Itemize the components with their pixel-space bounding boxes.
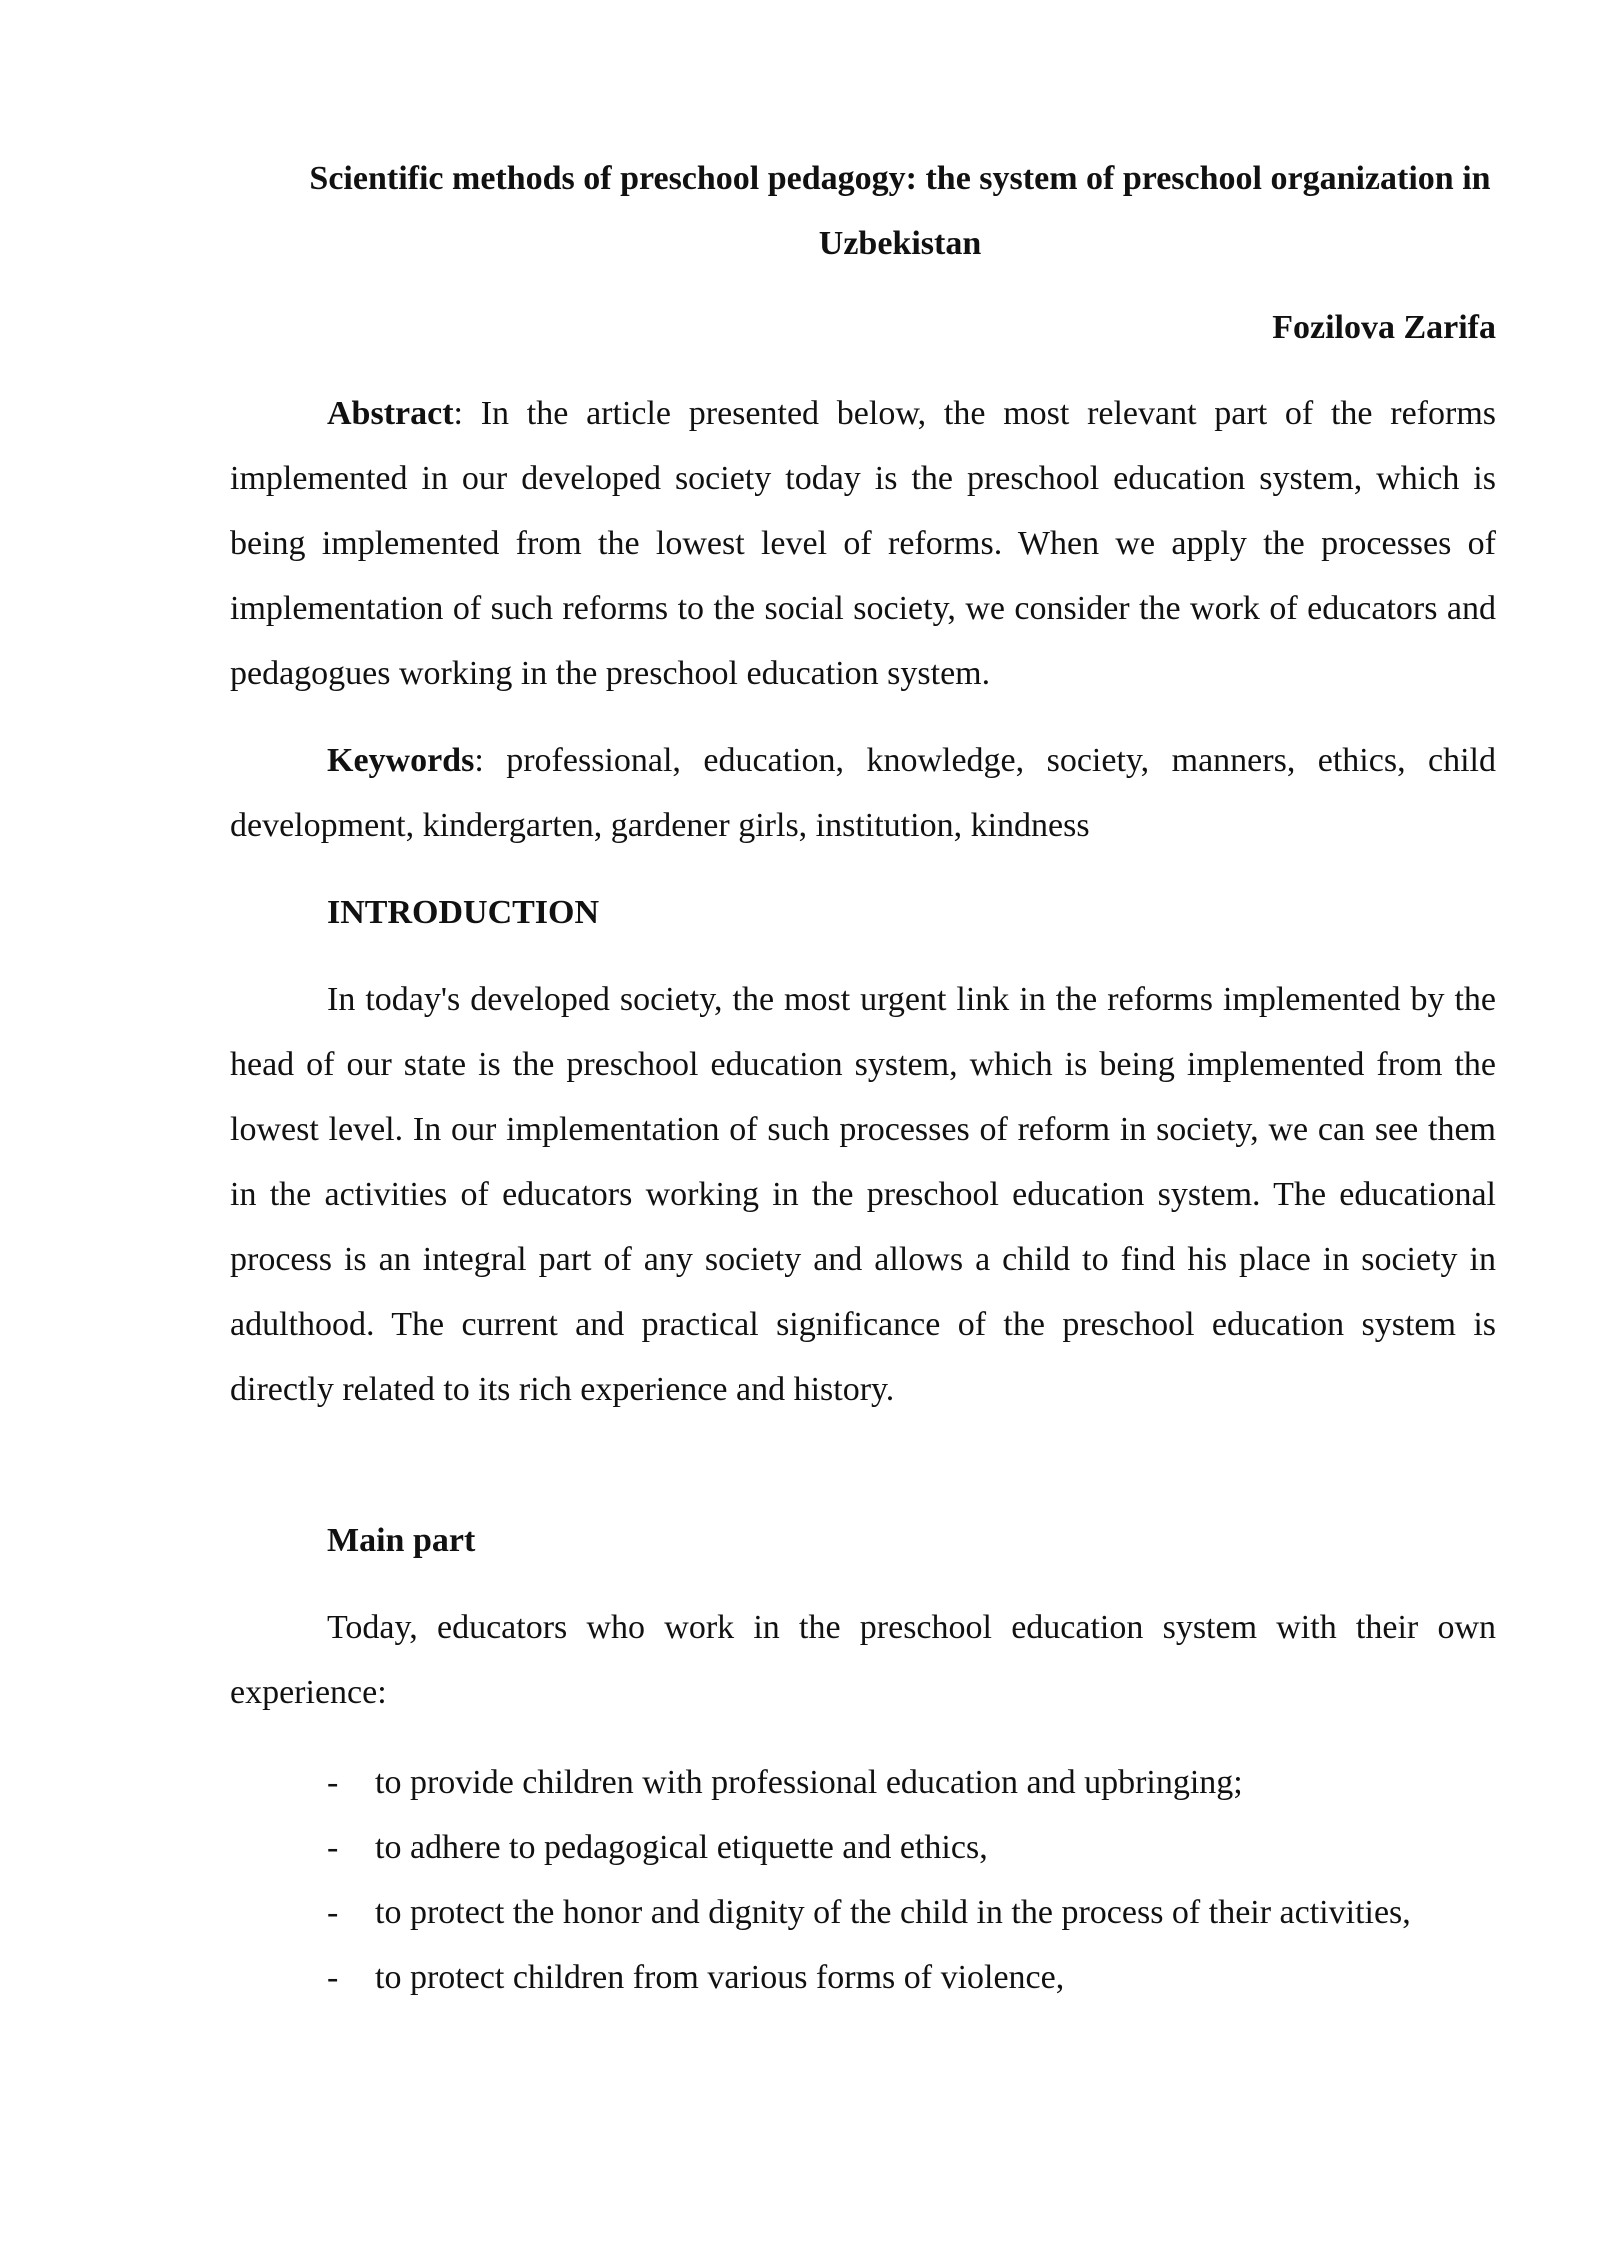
list-item-text: to provide children with professional education and upbringing; xyxy=(375,1764,1243,1801)
paper-title: Scientific methods of preschool pedagogy: the system of preschool organization in Uzbekistan xyxy=(309,160,1491,262)
main-part-heading: Main part xyxy=(327,1522,476,1559)
abstract-text: : In the article presented below, the most relevant part of the reforms implemented in our developed society today is the preschool education system, which is being implemented from the lowest level of reforms. When we apply the processes of implementation of such reforms to the social society, we consider the work of educators and pedagogues working in the preschool education system. xyxy=(230,395,1496,692)
list-item-text: to protect the honor and dignity of the child in the process of their activities, xyxy=(375,1894,1411,1931)
keywords-text: : professional, education, knowledge, society, manners, ethics, child development, kindergarten, gardener girls, institution, kindness xyxy=(230,742,1496,844)
list-item xyxy=(230,1880,1496,1945)
list-dash: - xyxy=(327,1959,339,1996)
abstract-paragraph xyxy=(230,381,1496,706)
main-part-intro: Today, educators who work in the preschool education system with their own experience: xyxy=(230,1609,1496,1711)
list-item xyxy=(230,1945,1496,2010)
abstract-label: Abstract xyxy=(327,395,454,432)
list-item xyxy=(230,1750,1496,1815)
list-dash: - xyxy=(327,1894,339,1931)
introduction-heading: INTRODUCTION xyxy=(327,894,600,931)
list-dash: - xyxy=(327,1764,339,1801)
list-item xyxy=(230,1815,1496,1880)
introduction-paragraph: In today's developed society, the most urgent link in the reforms implemented by the head of our state is the preschool education system, which is being implemented from the lowest level. In our implementation of such processes of reform in society, we can see them in the activities of educators working in the preschool education system. The educational process is an integral part of any society and allows a child to find his place in society in adulthood. The current and practical significance of the preschool education system is directly related to its rich experience and history. xyxy=(230,981,1496,1408)
list-dash: - xyxy=(327,1829,339,1866)
list-item-text: to adhere to pedagogical etiquette and ethics, xyxy=(375,1829,988,1866)
list-item-text: to protect children from various forms of violence, xyxy=(375,1959,1065,1996)
keywords-label: Keywords xyxy=(327,742,475,779)
keywords-paragraph xyxy=(230,728,1496,858)
author-name: Fozilova Zarifa xyxy=(1272,309,1496,346)
duties-list xyxy=(230,1750,1496,2010)
